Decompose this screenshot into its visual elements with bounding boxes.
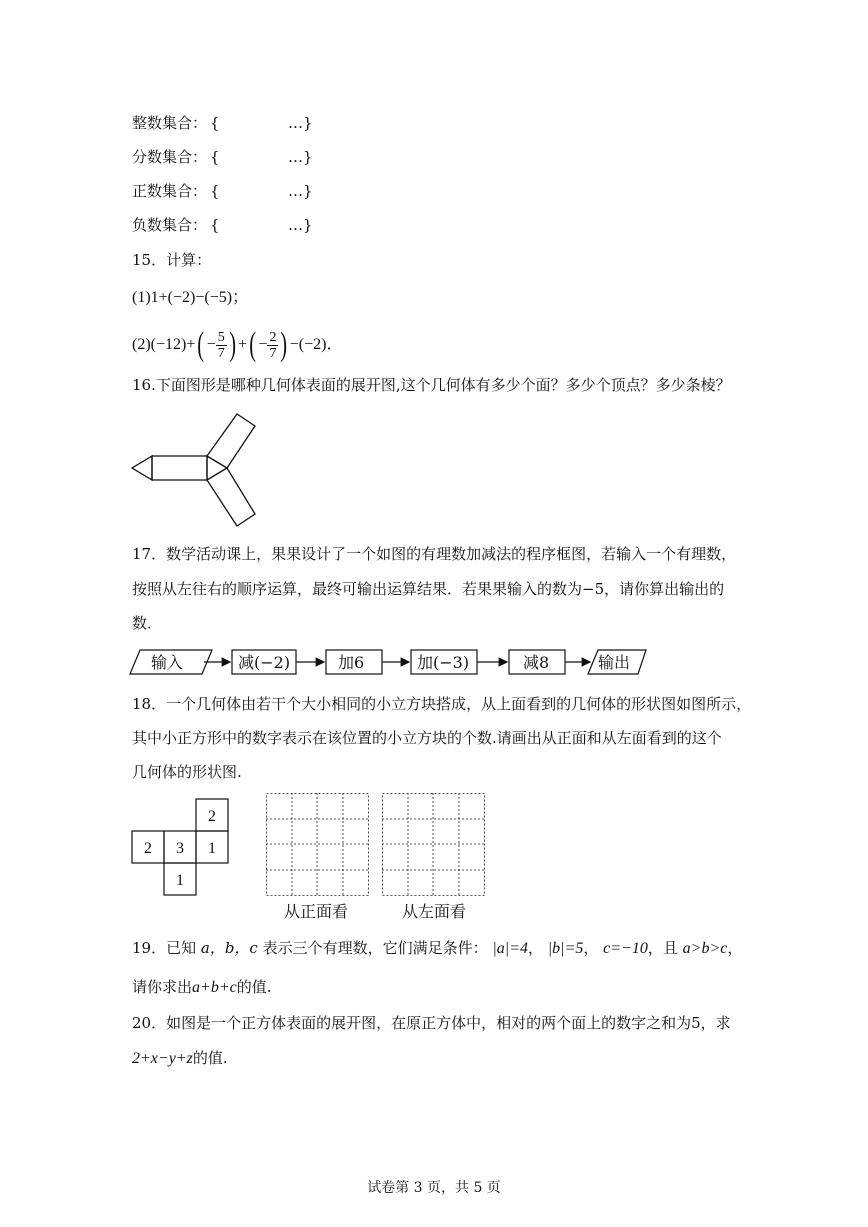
set-integers: 整数集合： { …}: [132, 114, 313, 132]
q18-line3: 几何体的形状图.: [132, 763, 242, 781]
set-fractions: 分数集合： { …}: [132, 148, 313, 166]
fraction: $\frac{5}{7}$: [217, 329, 225, 361]
grid-number: 1: [208, 840, 216, 857]
q19-line2: 请你求出a+b+c的值.: [132, 978, 272, 996]
set-positives: 正数集合： { …}: [132, 182, 313, 200]
grid-number: 3: [176, 840, 184, 857]
caption-left-view: 从左面看: [402, 902, 467, 921]
q15-part2: (2)(−12)+( − $\frac{5}{7}$ ) +( − $\frac{2}{7}$ ) −(−2)．: [132, 326, 343, 364]
q20-line1: 20．如图是一个正方体表面的展开图，在原正方体中，相对的两个面上的数字之和为5，求: [132, 1014, 731, 1032]
flow-label: 加(−3): [417, 653, 470, 672]
flow-label: 输入: [151, 653, 184, 672]
q20-line2: 2+x−y+z的值.: [132, 1049, 228, 1067]
q18-line2: 其中小正方形中的数字表示在该位置的小立方块的个数.请画出从正面和从左面看到的这个: [132, 729, 722, 747]
q17-line3: 数．: [132, 614, 163, 632]
q19-line1: 19．已知 a，b，c 表示三个有理数，它们满足条件： |a|=4， |b|=5， c=−10，且 a>b>c，: [132, 939, 743, 957]
grid-number: 1: [176, 872, 184, 889]
q15-part1: (1)1+(−2)−(−5)；: [132, 289, 249, 306]
left-view-dotted-grid: [382, 793, 486, 897]
set-label: 分数集合：: [132, 148, 208, 166]
grid-number: 2: [208, 808, 216, 825]
q17-line1: 17．数学活动课上，果果设计了一个如图的有理数加减法的程序框图，若输入一个有理数，: [132, 545, 737, 563]
page-footer: 试卷第 3 页，共 5 页: [367, 1180, 501, 1196]
front-view-dotted-grid: [266, 793, 370, 897]
flow-label: 加6: [338, 653, 365, 672]
flow-label: 减8: [523, 653, 550, 672]
flowchart: [130, 646, 650, 678]
q15-title: 15．计算：: [132, 251, 212, 269]
set-negatives: 负数集合： { …}: [132, 216, 313, 234]
q18-line1: 18．一个几何体由若干个大小相同的小立方块搭成，从上面看到的几何体的形状图如图所示，: [132, 695, 752, 713]
set-label: 整数集合：: [132, 114, 208, 132]
q17-line2: 按照从左往右的顺序运算，最终可输出运算结果．若果果输入的数为−5，请你算出输出的: [132, 580, 725, 598]
prism-net-diagram: [130, 410, 260, 530]
caption-front-view: 从正面看: [284, 902, 349, 921]
set-label: 正数集合：: [132, 182, 208, 200]
flow-label: 输出: [598, 653, 631, 672]
grid-number: 2: [144, 840, 152, 857]
q16-text: 16.下面图形是哪种几何体表面的展开图,这个几何体有多少个面？多少个顶点？多少条棱？: [132, 376, 731, 394]
set-label: 负数集合：: [132, 216, 208, 234]
flow-label: 减(−2): [238, 653, 291, 672]
top-view-grid: [132, 797, 232, 897]
fraction: $\frac{2}{7}$: [269, 329, 277, 361]
